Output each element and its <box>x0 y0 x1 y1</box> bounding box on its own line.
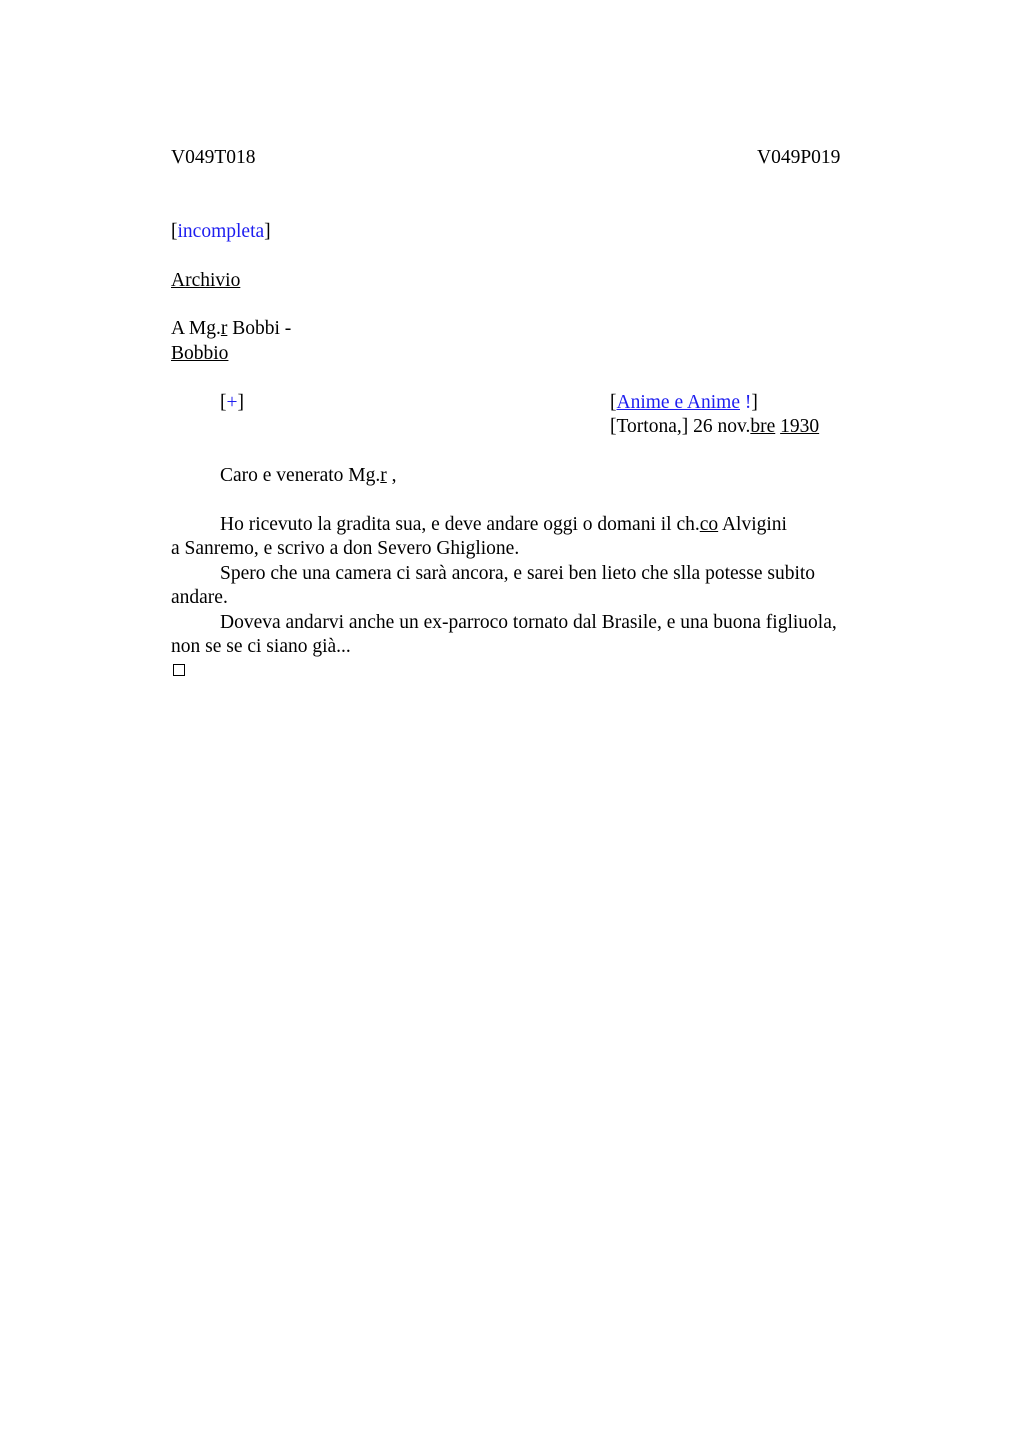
body-paragraph-3-line-1 <box>220 611 837 635</box>
bracket-close: ] <box>751 392 758 413</box>
recipient-abbrev: r <box>220 318 228 339</box>
dateline <box>610 415 819 439</box>
p1-line2-text: a Sanremo, e scrivo a don Severo Ghiglione. <box>171 538 520 559</box>
dateline-year: 1930 <box>780 416 820 437</box>
plus-link[interactable]: + <box>226 392 238 413</box>
status-incompleta <box>171 220 271 244</box>
status-label[interactable]: incompleta <box>177 221 265 242</box>
p1-name: Alvigini <box>718 514 787 535</box>
recipient-name: Bobbi - <box>227 318 292 339</box>
body-paragraph-1-line-2 <box>171 537 519 561</box>
archive-text: Archivio <box>171 270 241 291</box>
bracket-open: [ <box>220 392 227 413</box>
p1-text: Ho ricevuto la gradita sua, e deve andare oggi o domani il ch. <box>220 514 700 535</box>
recipient-place-text: Bobbio <box>171 343 229 364</box>
bracket-open: [ <box>610 392 617 413</box>
bracket-close: ] <box>237 392 244 413</box>
code-right-text: V049P019 <box>757 147 841 168</box>
salutation-comma: , <box>386 465 397 486</box>
p3-line1-text: Doveva andarvi anche un ex-parroco tornato dal Brasile, e una buona figliuola, <box>220 612 837 633</box>
body-paragraph-2-line-1 <box>220 562 815 586</box>
salutation <box>220 464 397 488</box>
body-paragraph-2-line-2 <box>171 586 228 610</box>
p3-line2-text: non se se ci siano già... <box>171 636 351 657</box>
code-left-text: V049T018 <box>171 147 256 168</box>
recipient-prefix: A Mg. <box>171 318 221 339</box>
archive-label <box>171 269 240 293</box>
recipient-line <box>171 317 291 341</box>
plus-marker <box>220 391 244 415</box>
page-code-right <box>757 146 840 170</box>
dateline-month-abbrev: bre <box>750 416 776 437</box>
p1-abbrev: co <box>699 514 719 535</box>
page-code-left <box>171 146 256 170</box>
salutation-abbrev: r <box>380 465 387 486</box>
recipient-place <box>171 342 228 366</box>
p2-line2-text: andare. <box>171 587 228 608</box>
body-paragraph-3-line-2 <box>171 635 351 659</box>
salutation-text: Caro e venerato Mg. <box>220 465 381 486</box>
bracket-close: ] <box>264 221 271 242</box>
dateline-place: [Tortona,] 26 nov. <box>610 416 751 437</box>
reference-line <box>610 391 758 415</box>
checkbox-square-icon[interactable] <box>173 664 185 676</box>
reference-link[interactable]: Anime e Anime <box>616 392 740 413</box>
p2-line1-text: Spero che una camera ci sarà ancora, e sarei ben lieto che slla potesse subito <box>220 563 816 584</box>
reference-exclamation: ! <box>739 392 752 413</box>
body-paragraph-1-line-1 <box>220 513 787 537</box>
bracket-open: [ <box>171 221 178 242</box>
